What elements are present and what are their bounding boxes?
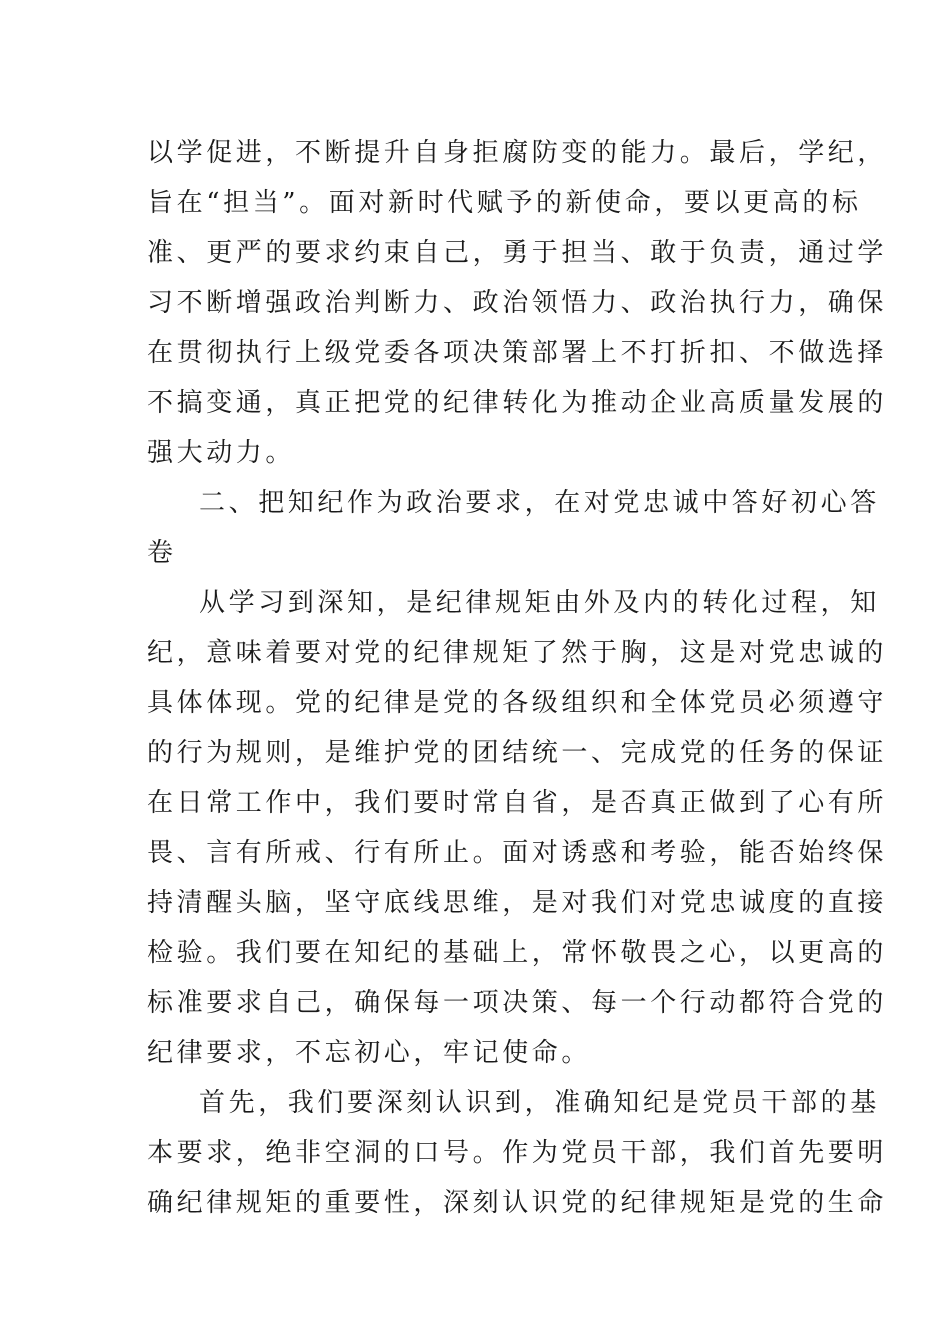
text-line: 检验。我们要在知纪的基础上，常怀敬畏之心，以更高的 [147,938,888,968]
text-line: 的行为规则，是维护党的团结统一、完成党的任务的保证 [147,738,888,768]
text-line: 本要求，绝非空洞的口号。作为党员干部，我们首先要明 [147,1138,888,1168]
text-line: 纪，意味着要对党的纪律规矩了然于胸，这是对党忠诚的 [147,638,888,668]
body-text [147,128,888,1228]
text-line: 首先，我们要深刻认识到，准确知纪是党员干部的基 [199,1088,880,1118]
text-line: 卷 [147,538,177,568]
text-line: 不搞变通，真正把党的纪律转化为推动企业高质量发展的 [147,388,888,418]
text-line: 纪律要求，不忘初心，牢记使命。 [147,1038,592,1068]
text-line: 强大动力。 [147,438,296,468]
text-line: 准、更严的要求约束自己，勇于担当、敢于负责，通过学 [147,238,888,268]
text-line: 在日常工作中，我们要时常自省，是否真正做到了心有所 [147,788,888,818]
text-line: 从学习到深知，是纪律规矩由外及内的转化过程，知 [199,588,880,618]
text-line: 具体体现。党的纪律是党的各级组织和全体党员必须遵守 [147,688,888,718]
text-line: 旨在“担当”。面对新时代赋予的新使命，要以更高的标 [147,188,862,218]
text-line: 畏、言有所戒、行有所止。面对诱惑和考验，能否始终保 [147,838,888,868]
text-line: 习不断增强政治判断力、政治领悟力、政治执行力，确保 [147,288,888,318]
text-line: 标准要求自己，确保每一项决策、每一个行动都符合党的 [147,988,888,1018]
text-line: 持清醒头脑，坚守底线思维，是对我们对党忠诚度的直接 [147,888,888,918]
text-line: 确纪律规矩的重要性，深刻认识党的纪律规矩是党的生命 [147,1188,888,1218]
text-line: 以学促进，不断提升自身拒腐防变的能力。最后，学纪， [147,138,888,168]
text-line: 二、把知纪作为政治要求，在对党忠诚中答好初心答 [199,488,880,518]
text-line: 在贯彻执行上级党委各项决策部署上不打折扣、不做选择 [147,338,888,368]
